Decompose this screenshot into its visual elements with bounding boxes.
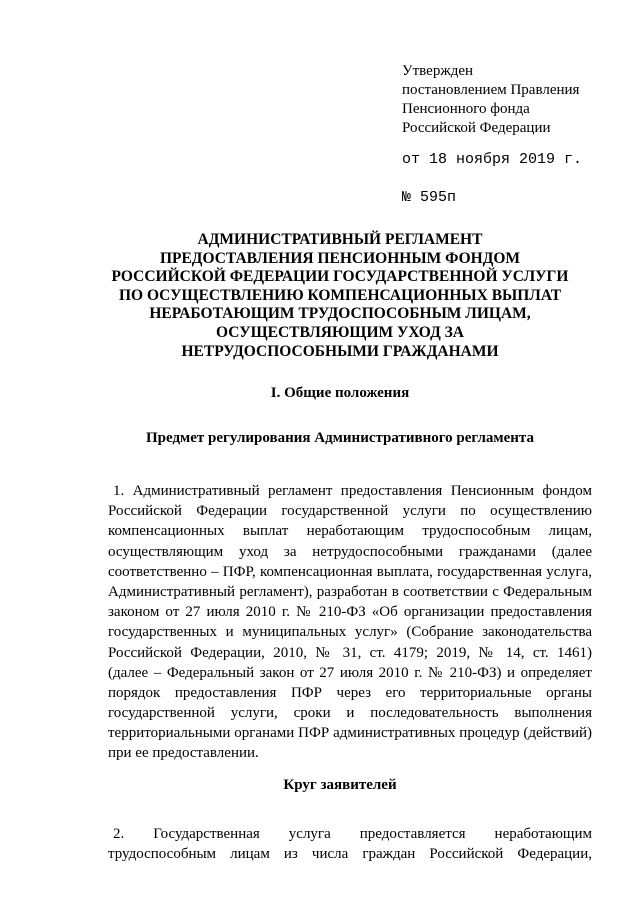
paragraph-line: Российской Федерации государственной услуги по осуществлению: [108, 503, 592, 520]
title-line: НЕРАБОТАЮЩИМ ТРУДОСПОСОБНЫМ ЛИЦАМ,: [149, 305, 531, 323]
approval-stamp: [402, 62, 582, 207]
paragraph-2: [108, 824, 592, 864]
approval-line: Российской Федерации: [402, 120, 551, 136]
applicants-heading: Круг заявителей: [283, 777, 397, 793]
document-title: [60, 231, 620, 361]
paragraph-line: трудоспособным лицам из числа граждан Российской Федерации,: [108, 846, 592, 863]
title-line: РОССИЙСКОЙ ФЕДЕРАЦИИ ГОСУДАРСТВЕННОЙ УСЛУГИ: [111, 268, 569, 286]
paragraph-line: государственных и муниципальных услуг» (Собрание законодательства: [108, 624, 592, 641]
paragraph-line: (далее – Федеральный закон от 27 июля 2010 г. № 210-ФЗ) и определяет: [108, 664, 592, 681]
paragraph-line: Российской Федерации, 2010, № 31, ст. 4179; 2019, № 14, ст. 1461): [108, 644, 592, 661]
approval-line: Утвержден: [402, 63, 474, 79]
paragraph-line: при ее предоставлении.: [108, 745, 259, 762]
paragraph-line: территориальными органами ПФР административных процедур (действий): [108, 725, 592, 742]
approval-date: от 18 ноября 2019 г.: [402, 151, 583, 168]
paragraph-line: компенсационных выплат неработающим трудоспособным лицам,: [108, 523, 592, 540]
paragraph-line: законом от 27 июля 2010 г. № 210-ФЗ «Об организации предоставления: [108, 604, 592, 621]
subject-heading: Предмет регулирования Административного регламента: [146, 430, 534, 446]
approval-number: № 595п: [402, 189, 457, 206]
paragraph-line: соответственно – ПФР, компенсационная выплата, государственная услуга,: [108, 563, 592, 580]
paragraph-line: осуществляющим уход за нетрудоспособными гражданами (далее: [108, 543, 592, 560]
paragraph-line: 1. Административный регламент предоставления Пенсионным фондом: [113, 483, 592, 499]
title-line: НЕТРУДОСПОСОБНЫМИ ГРАЖДАНАМИ: [181, 342, 499, 360]
title-line: ПО ОСУЩЕСТВЛЕНИЮ КОМПЕНСАЦИОННЫХ ВЫПЛАТ: [118, 286, 562, 304]
title-line: ОСУЩЕСТВЛЯЮЩИМ УХОД ЗА: [215, 323, 464, 341]
section-heading: I. Общие положения: [270, 385, 410, 401]
paragraph-line: 2. Государственная услуга предоставляется неработающим: [113, 826, 592, 842]
paragraph-line: государственной услуги, сроки и последовательность выполнения: [108, 705, 592, 722]
paragraph-line: Административный регламент), разработан в соответствии с Федеральным: [108, 583, 592, 600]
paragraph-line: порядок предоставления ПФР через его территориальные органы: [108, 684, 592, 701]
approval-line: Пенсионного фонда: [402, 101, 530, 117]
title-line: АДМИНИСТРАТИВНЫЙ РЕГЛАМЕНТ: [197, 231, 483, 248]
title-line: ПРЕДОСТАВЛЕНИЯ ПЕНСИОННЫМ ФОНДОМ: [159, 249, 521, 267]
approval-line: постановлением Правления: [402, 82, 580, 98]
paragraph-1: [108, 481, 592, 764]
